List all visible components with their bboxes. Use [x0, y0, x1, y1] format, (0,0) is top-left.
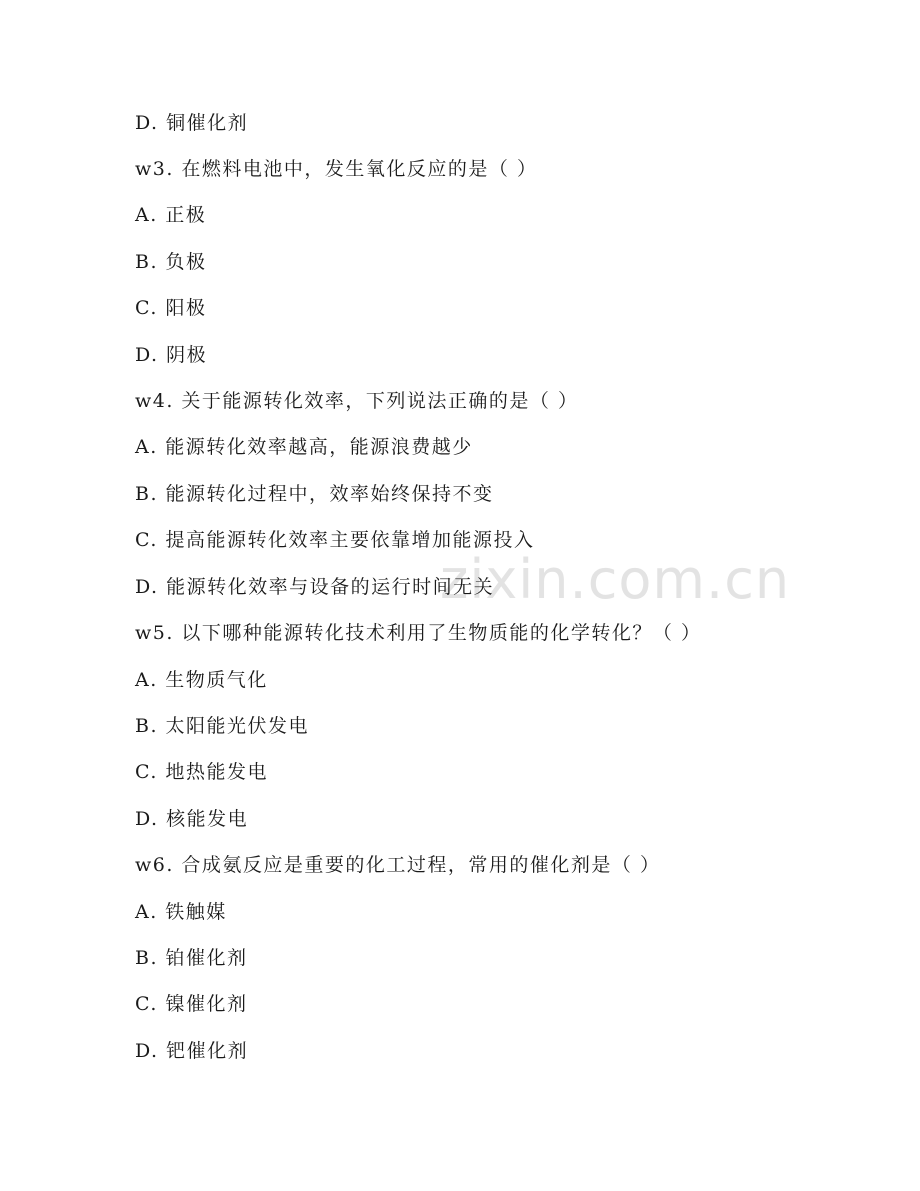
option-line: A. 铁触媒 [135, 901, 227, 923]
option-line: A. 能源转化效率越高，能源浪费越少 [135, 436, 473, 458]
option-line: D. 能源转化效率与设备的运行时间无关 [135, 576, 495, 598]
option-line: C. 镍催化剂 [135, 993, 248, 1015]
option-line: A. 正极 [135, 204, 207, 226]
option-line: D. 核能发电 [135, 808, 249, 830]
watermark: zixin.com.cn [440, 548, 791, 611]
option-line: D. 铜催化剂 [135, 112, 249, 134]
option-line: D. 钯催化剂 [135, 1040, 249, 1062]
option-line: B. 铂催化剂 [135, 947, 248, 969]
option-line: A. 生物质气化 [135, 669, 268, 691]
option-line: B. 能源转化过程中，效率始终保持不变 [135, 483, 494, 505]
option-line: C. 阳极 [135, 297, 207, 319]
question-line: w3. 在燃料电池中，发生氧化反应的是（ ） [135, 158, 538, 180]
question-line: w5. 以下哪种能源转化技术利用了生物质能的化学转化？（ ） [135, 622, 702, 644]
option-line: B. 负极 [135, 251, 207, 273]
question-line: w4. 关于能源转化效率，下列说法正确的是（ ） [135, 390, 579, 412]
option-line: D. 阴极 [135, 344, 208, 366]
option-line: C. 地热能发电 [135, 761, 268, 783]
option-line: B. 太阳能光伏发电 [135, 715, 310, 737]
option-line: C. 提高能源转化效率主要依靠增加能源投入 [135, 529, 535, 551]
question-line: w6. 合成氨反应是重要的化工过程，常用的催化剂是（ ） [135, 854, 661, 876]
